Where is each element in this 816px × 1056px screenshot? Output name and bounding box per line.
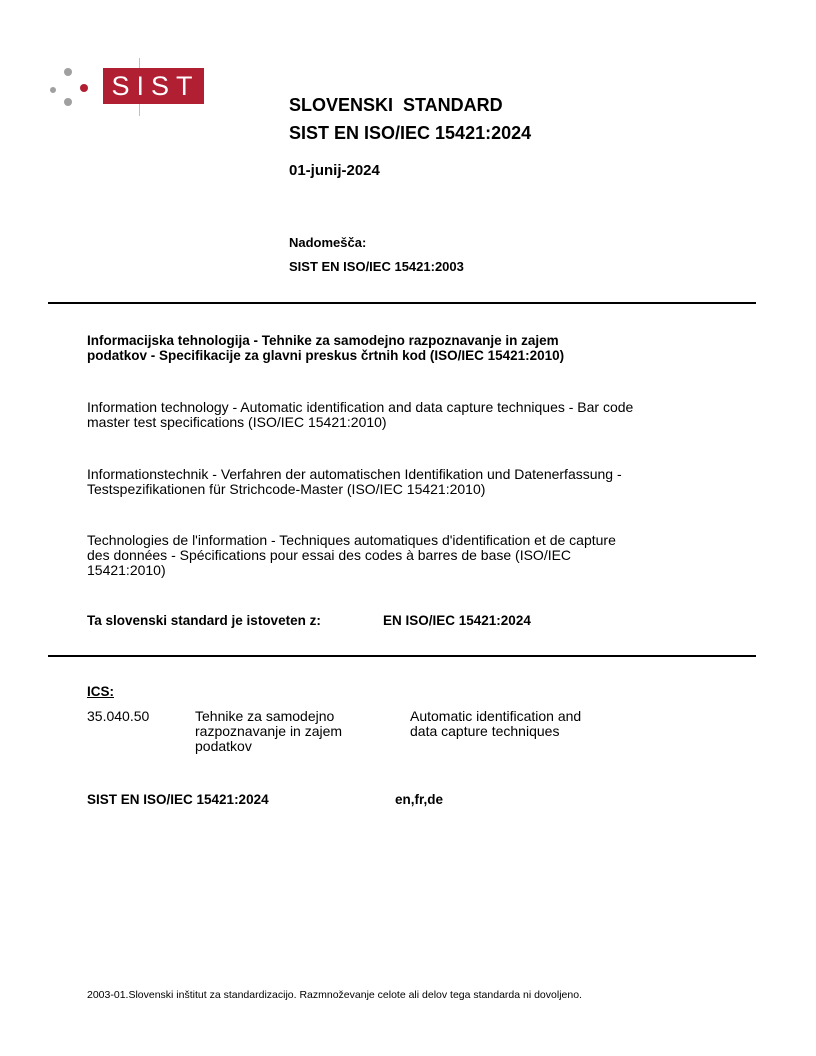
- logo-dot-icon: [50, 87, 56, 93]
- title-french: Technologies de l'information - Techniques automatiques d'identification et de capture des données - Spécifications pour essai des codes à barres de base (ISO/IEC 15421:2010): [87, 532, 616, 578]
- identical-label: Ta slovenski standard je istoveten z:: [87, 613, 321, 628]
- replaces-code: SIST EN ISO/IEC 15421:2003: [289, 259, 464, 274]
- logo-dot-icon: [64, 68, 72, 76]
- logo-dot-icon: [80, 84, 88, 92]
- standard-code: SIST EN ISO/IEC 15421:2024: [289, 123, 532, 143]
- ics-description-slovenian: Tehnike za samodejno razpoznavanje in zajem podatkov: [195, 708, 343, 754]
- replaces-label: Nadomešča:: [289, 235, 367, 250]
- standard-type-title: SLOVENSKI STANDARD: [289, 95, 503, 115]
- document-languages: en,fr,de: [395, 792, 444, 807]
- publication-date: 01-junij-2024: [289, 162, 380, 179]
- title-english: Information technology - Automatic identification and data capture techniques - Bar code master test specifications (ISO/IEC 15421:2010): [87, 399, 634, 430]
- document-code: SIST EN ISO/IEC 15421:2024: [87, 792, 269, 807]
- ics-label: ICS:: [87, 684, 114, 699]
- logo-dot-icon: [64, 98, 72, 106]
- identical-value: EN ISO/IEC 15421:2024: [383, 613, 531, 628]
- logo-wordmark: SIST: [103, 68, 204, 104]
- divider: [48, 655, 756, 657]
- copyright-notice: 2003-01.Slovenski inštitut za standardizacijo. Razmnoževanje celote ali delov tega standarda ni dovoljeno.: [87, 989, 582, 1001]
- ics-code: 35.040.50: [87, 708, 150, 724]
- title-slovenian: Informacijska tehnologija - Tehnike za samodejno razpoznavanje in zajem podatkov - Specifikacije za glavni preskus črtnih kod (ISO/IEC 15421:2010): [87, 333, 565, 363]
- ics-description-english: Automatic identification and data capture techniques: [410, 708, 582, 739]
- title-german: Informationstechnik - Verfahren der automatischen Identifikation und Datenerfassung - Testspezifikationen für Strichcode-Master (ISO/IEC 15421:2010): [87, 466, 622, 497]
- divider: [48, 302, 756, 304]
